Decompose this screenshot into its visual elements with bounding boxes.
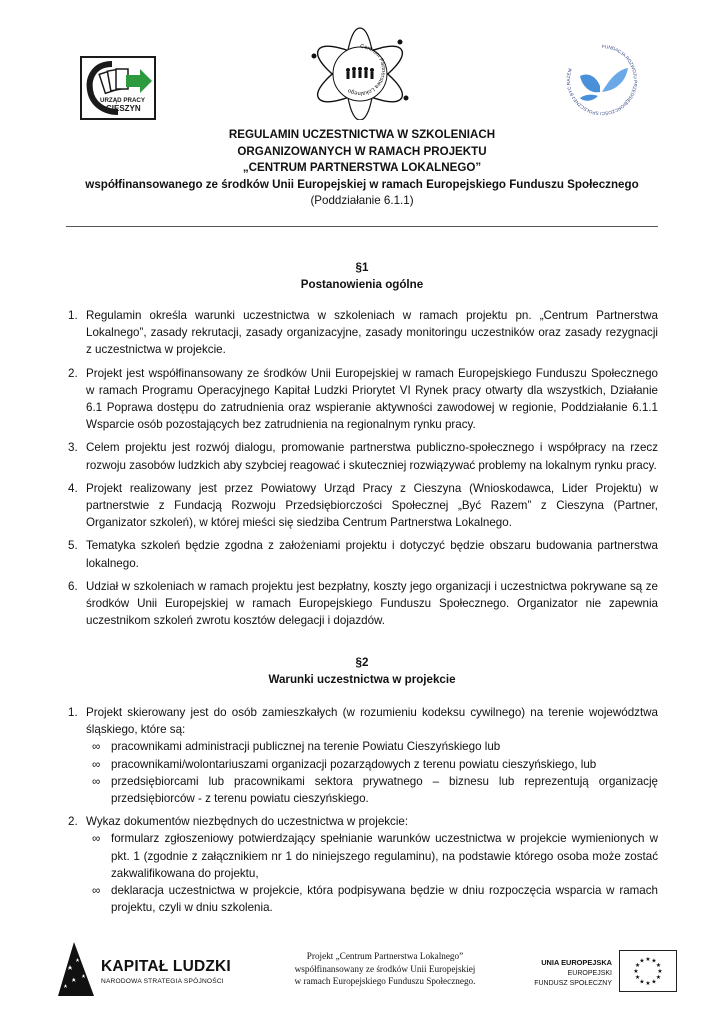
list-item-number: 4. — [68, 481, 78, 495]
list-item-text: Tematyka szkoleń będzie zgodna z założeniami projektu i dotyczyć będzie obszaru budowania partnerstwa lokalnego. — [86, 539, 658, 570]
bullet-list — [86, 738, 658, 807]
document-title — [66, 127, 658, 210]
footer-note-line-1: Projekt „Centrum Partnerstwa Lokalnego” — [306, 951, 464, 961]
svg-text:★: ★ — [639, 957, 645, 965]
list-item-text: Projekt skierowany jest do osób zamieszkałych (w rozumieniu kodeksu cywilnego) na terenie województwa śląskiego, które są: — [86, 706, 658, 737]
section-2-number: §2 — [355, 656, 369, 669]
infinity-bullet-icon: ∞ — [92, 774, 101, 788]
bullet-text: przedsiębiorcami lub pracownikami sektora prywatnego – biznesu lub reprezentują organizację przedsiębiorców - z terenu powiatu cieszyńskiego. — [111, 774, 658, 806]
list-item — [66, 365, 658, 434]
bullet-item — [86, 773, 658, 807]
title-line-5: (Poddziałanie 6.1.1) — [310, 194, 414, 207]
svg-text:★: ★ — [657, 968, 663, 975]
eu-line-1: UNIA EUROPEJSKA — [541, 958, 612, 967]
list-item-text: Udział w szkoleniach w ramach projektu jest bezpłatny, koszty jego organizacji i uczestnictwa pokrywane są ze środków Unii Europejskiej w ramach Europejskiego Funduszu Społecznego. Organizator nie zapewnia uczestnikom szkoleń zwrotu kosztów delegacji i dojazdów. — [86, 579, 658, 628]
svg-text:★: ★ — [639, 978, 645, 986]
kapital-ludzki-logo — [54, 940, 254, 1000]
list-item — [66, 307, 658, 359]
list-item-number: 2. — [68, 815, 78, 829]
bullet-text: pracownikami/wolontariuszami organizacji pozarządowych z terenu powiatu cieszyńskiego, lub — [111, 757, 597, 771]
list-item-text: Regulamin określa warunki uczestnictwa w szkoleniach w ramach projektu pn. „Centrum Partnerstwa Lokalnego”, zasady rekrutacji, zasady organizacyjne, zasady monitoringu uczestników oraz zasady rezygnacji z uczestnictwa w projekcie. — [86, 309, 658, 357]
footer-project-note — [270, 950, 500, 988]
svg-text:Centrum Partnerstwa Lokalnego: Centrum Partnerstwa Lokalnego — [346, 43, 386, 97]
footer-note-line-3: w ramach Europejskiego Funduszu Społecznego. — [294, 976, 476, 986]
svg-text:CIESZYN: CIESZYN — [106, 104, 141, 113]
svg-text:★: ★ — [651, 978, 657, 986]
list-item — [66, 578, 658, 630]
title-line-3: „CENTRUM PARTNERSTWA LOKALNEGO” — [242, 161, 482, 174]
list-item-number: 1. — [68, 706, 78, 719]
eu-logo — [526, 950, 680, 992]
list-item-number: 6. — [68, 579, 78, 593]
list-item — [66, 537, 658, 571]
section-2-list — [66, 704, 658, 916]
list-item-number: 2. — [68, 366, 78, 380]
svg-text:URZĄD PRACY: URZĄD PRACY — [100, 97, 146, 104]
list-item-text: Projekt jest współfinansowany ze środków Unii Europejskiej w ramach Europejskiego Funduszu Społecznego w ramach Programu Operacyjnego Kapitał Ludzki Priorytet VI Rynek pracy otwarty dla wszystkich, Działanie 6.1 Poprawa dostępu do zatrudnienia oraz wspieranie aktywności zawodowej w regionie, Poddziałanie 6.1.1 Wsparcie osób pozostających bez zatrudnienia na regionalnym rynku pracy. — [86, 366, 658, 432]
svg-text:★: ★ — [633, 968, 639, 975]
bullet-item — [86, 882, 658, 916]
bullet-item — [86, 756, 658, 773]
bullet-text: pracownikami administracji publicznej na terenie Powiatu Cieszyńskiego lub — [111, 740, 501, 754]
svg-text:★: ★ — [655, 962, 662, 969]
bullet-item — [86, 830, 658, 882]
title-divider — [66, 226, 658, 227]
list-item — [66, 439, 658, 473]
svg-text:★: ★ — [651, 957, 657, 965]
section-2-heading — [66, 655, 658, 688]
bullet-item — [86, 738, 658, 755]
list-item-number: 5. — [68, 539, 78, 553]
kl-subtitle: NARODOWA STRATEGIA SPÓJNOŚCI — [101, 978, 224, 985]
bullet-list — [86, 830, 658, 916]
infinity-bullet-icon: ∞ — [92, 832, 101, 846]
kl-title: KAPITAŁ LUDZKI — [101, 958, 231, 975]
bullet-text: deklaracja uczestnictwa w projekcie, która podpisywana będzie w dniu rozpoczęcia wsparcia w ramach projektu, czyli w dniu szkolenia. — [111, 884, 658, 915]
svg-text:★: ★ — [645, 956, 651, 963]
svg-text:★: ★ — [655, 974, 662, 981]
list-item-text: Celem projektu jest rozwój dialogu, promowanie partnerstwa publiczno-społecznego i współpracy na rzecz rozwoju zasobów ludzkich aby szybciej reagować i skuteczniej rozwiązywać problemy na lokalnym rynku pracy. — [86, 441, 658, 472]
svg-text:★: ★ — [645, 980, 651, 987]
infinity-bullet-icon: ∞ — [92, 757, 101, 771]
eu-line-2: EUROPEJSKI — [567, 970, 612, 977]
bullet-text: formularz zgłoszeniowy potwierdzający spełnianie warunków uczestnictwa w projekcie wymienionych w pkt. 1 (zgodnie z załącznikiem nr 1 do niniejszego regulaminu), na podstawie którego osoba może zostać zakwalifikowana do projektu, — [111, 832, 658, 880]
svg-text:★: ★ — [634, 962, 641, 969]
section-1-number: §1 — [355, 261, 369, 274]
pup-cieszyn-logo — [80, 56, 156, 120]
title-line-4: współfinansowanego ze środków Unii Europejskiej w ramach Europejskiego Funduszu Społecznego — [85, 177, 639, 191]
list-item — [66, 813, 658, 916]
list-item — [66, 480, 658, 532]
infinity-bullet-icon: ∞ — [92, 740, 101, 754]
eu-flag-icon — [619, 950, 677, 992]
footer-note-line-2: współfinansowany ze środków Unii Europejskiej — [294, 963, 476, 974]
title-line-2: ORGANIZOWANYCH W RAMACH PROJEKTU — [237, 144, 487, 158]
section-1-list — [66, 307, 658, 629]
eu-line-3: FUNDUSZ SPOŁECZNY — [534, 980, 612, 987]
list-item-text: Projekt realizowany jest przez Powiatowy Urząd Pracy z Cieszyna (Wnioskodawca, Lider Projektu) w partnerstwie z Fundacją Rozwoju Przedsiębiorczości Społecznej „Być Razem” z Cieszyna (Partner, Organizator szkoleń), w której mieści się siedziba Centrum Partnerstwa Lokalnego. — [86, 481, 658, 530]
title-line-1: REGULAMIN UCZESTNICTWA W SZKOLENIACH — [228, 128, 496, 141]
list-item-number: 3. — [68, 441, 78, 455]
fundacja-byc-razem-logo — [562, 42, 642, 118]
centrum-partnerstwa-logo — [306, 26, 414, 120]
svg-text:★: ★ — [634, 974, 641, 981]
section-1-title: Postanowienia ogólne — [300, 277, 424, 291]
kapital-ludzki-emblem-icon — [54, 940, 98, 998]
svg-text:FUNDACJA ROZWOJU PRZEDSIĘBIORC: FUNDACJA ROZWOJU PRZEDSIĘBIORCZOŚCI SPOŁECZNEJ BYĆ RAZEM — [565, 43, 638, 117]
section-1-heading — [66, 260, 658, 293]
section-2-title: Warunki uczestnictwa w projekcie — [268, 672, 456, 686]
list-item-text: Wykaz dokumentów niezbędnych do uczestnictwa w projekcie: — [86, 815, 409, 829]
infinity-bullet-icon: ∞ — [92, 884, 101, 898]
list-item-number: 1. — [68, 309, 78, 322]
list-item — [66, 704, 658, 807]
